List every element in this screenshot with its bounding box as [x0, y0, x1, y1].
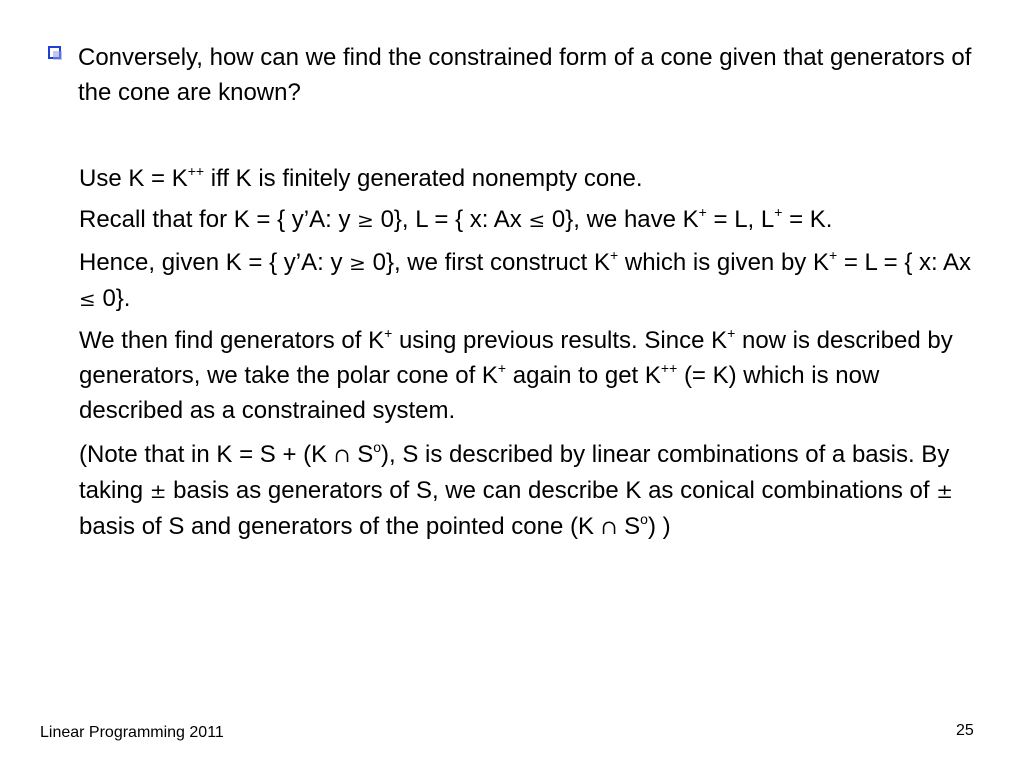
paragraph-use-k	[79, 161, 979, 196]
paragraph-recall	[79, 202, 979, 238]
p5-text-b: S	[357, 441, 374, 468]
p2-text-a: Recall that for K = { y’A: y	[79, 206, 351, 233]
bullet-text: Conversely, how can we find the constrained form of a cone given that generators of the cone are known?	[78, 44, 972, 106]
p4-sup2: +	[727, 325, 736, 341]
p5-text-f: S	[624, 513, 641, 540]
p2-text-b: 0}, L = { x: Ax	[380, 206, 522, 233]
checkbox-bullet-icon	[48, 46, 61, 59]
plus-minus-symbol: ±	[149, 479, 167, 503]
p4-sup1: +	[384, 325, 393, 341]
le-symbol: ≤	[79, 287, 96, 311]
plus-minus-symbol: ±	[936, 479, 953, 503]
footer-title: Linear Programming 2011	[40, 724, 224, 741]
p4-text-a: We then find generators of K	[79, 327, 385, 354]
p4-text-e: (= K) which is now described as a constrained system.	[79, 362, 880, 424]
p5-text-g: ) )	[647, 513, 671, 540]
p3-text-a: Hence, given K = { y’A: y	[79, 249, 343, 276]
p2-sup1: +	[698, 204, 707, 220]
p1-text-b: iff K is finitely generated nonempty cone.	[210, 165, 643, 192]
p4-sup4: ++	[660, 360, 678, 376]
p2-sup2: +	[774, 204, 783, 220]
p5-text-d: basis as generators of S, we can describe K as conical combinations of	[173, 477, 930, 504]
ge-symbol: ≥	[349, 251, 366, 275]
p3-text-d: = L = { x: Ax	[843, 249, 972, 276]
p4-text-b: using previous results. Since K	[398, 327, 728, 354]
p5-sup1: o	[373, 439, 382, 455]
p4-sup3: +	[497, 360, 507, 376]
p4-text-d: again to get K	[512, 362, 661, 389]
p3-sup2: +	[828, 247, 838, 263]
paragraph-note	[79, 437, 979, 545]
p1-sup: ++	[187, 163, 205, 179]
p3-sup1: +	[610, 247, 619, 263]
p1-text-a: Use K = K	[79, 165, 188, 192]
p2-text-d: = L, L	[713, 206, 775, 233]
p5-text-e: basis of S and generators of the pointed cone (K	[79, 513, 595, 540]
p3-text-c: which is given by K	[624, 249, 829, 276]
le-symbol: ≤	[528, 208, 546, 232]
p2-text-c: 0}, we have K	[551, 206, 699, 233]
paragraph-generators	[79, 323, 979, 428]
p5-sup2: o	[640, 511, 648, 527]
page-number: 25	[956, 722, 974, 739]
p3-text-b: 0}, we first construct K	[372, 249, 611, 276]
intersection-symbol: ∩	[333, 443, 351, 467]
p2-text-e: = K.	[789, 206, 833, 233]
p5-text-a: (Note that in K = S + (K	[79, 441, 328, 468]
intersection-symbol: ∩	[600, 515, 618, 539]
paragraph-hence	[79, 245, 979, 317]
p4-text-c: now is described by generators, we take the polar cone of K	[79, 327, 953, 389]
p3-text-e: 0}.	[102, 285, 131, 312]
p5-text-c: ), S is described by linear combinations of a basis. By taking	[79, 441, 950, 504]
ge-symbol: ≥	[357, 208, 374, 232]
